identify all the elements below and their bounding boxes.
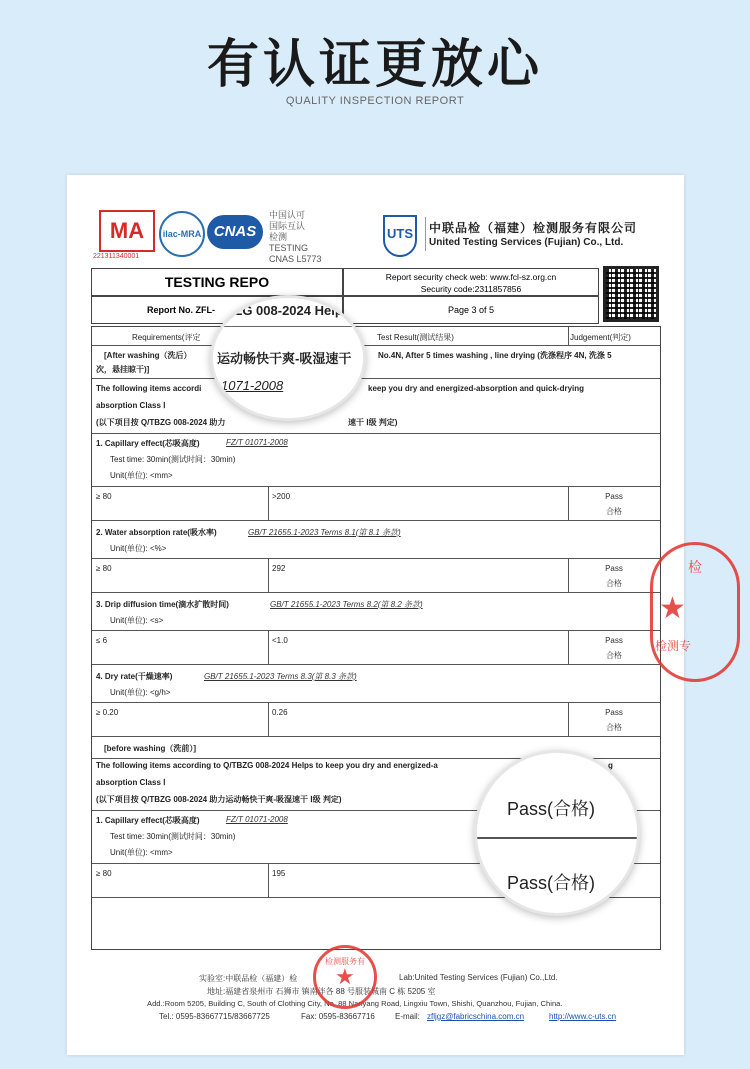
s3-title: 3. Drip diffusion time(滴水扩散时间) — [96, 600, 229, 609]
s1-result: >200 — [272, 492, 291, 501]
following-items-2: The following items according to Q/TBZG 008-2024 Helps to keep you dry and energized-a — [96, 761, 438, 770]
report-number: Report No. ZFL- — [91, 296, 343, 324]
s2-standard: GB/T 21655.1-2023 Terms 8.1(第 8.1 条款) — [248, 528, 401, 537]
before-washing-label: [before washing（洗前）] — [104, 744, 197, 753]
hero-title: 有认证更放心 — [206, 35, 543, 95]
following-items-1: The following items accordi — [96, 384, 202, 393]
magnifier-report-no — [210, 295, 366, 421]
uts-logo: UTS — [383, 215, 417, 257]
security-check-box — [343, 268, 599, 296]
after-washing-tail: No.4N, After 5 times washing , line drying (洗涤程序 4N, 洗涤 5 — [378, 351, 612, 360]
report-document — [67, 175, 684, 1055]
cnas-logo: CNAS — [207, 215, 263, 249]
footer-email-link[interactable]: zfljgz@fabricschina.com.cn — [427, 1012, 525, 1021]
s1-unit: Unit(单位): <mm> — [110, 471, 173, 480]
b1-requirement: ≥ 80 — [96, 869, 112, 878]
ma-number: 221311340001 — [93, 253, 140, 260]
s1-requirement: ≥ 80 — [96, 492, 112, 501]
magnified-pass-1: Pass(合格) — [507, 799, 596, 819]
magnified-pass-2: Pass(合格) — [507, 873, 596, 893]
col-requirements: Requirements(评定 — [132, 333, 201, 342]
s1-time: Test time: 30min(测试时间：30min) — [110, 455, 236, 464]
ilac-logo: ilac-MRA — [159, 211, 205, 257]
footer-address-en: Add.:Room 5205, Building C, South of Clothing City, No. 88 Nanyang Road, Lingxiu Town, Shishi, Quanzhou, Fujian, China. — [147, 999, 563, 1008]
b1-standard: FZ/T 01071-2008 — [226, 815, 288, 824]
footer-web-link[interactable]: http://www.c-uts.cn — [549, 1012, 617, 1021]
s2-title: 2. Water absorption rate(吸水率) — [96, 528, 217, 537]
footer-fax: Fax: 0595-83667716 — [301, 1012, 375, 1021]
after-washing-label: [After washing（洗后） — [104, 351, 192, 360]
footer-lab-en: Lab:United Testing Services (Fujian) Co.,Ltd. — [399, 973, 558, 982]
s2-requirement: ≥ 80 — [96, 564, 112, 573]
s4-standard: GB/T 21655.1-2023 Terms 8.3(第 8.3 条款) — [204, 672, 357, 681]
after-washing-line2: 次，悬挂晾干)] — [96, 365, 150, 374]
magnified-report-no: BZG 008-2024 Helps — [225, 303, 351, 318]
b1-unit: Unit(单位): <mm> — [110, 848, 173, 857]
company-name-en: United Testing Services (Fujian) Co., Ltd. — [429, 237, 624, 248]
s3-result: <1.0 — [272, 636, 288, 645]
absorption-class-2: absorption Class Ⅰ — [96, 778, 166, 787]
s4-title: 4. Dry rate(干燥速率) — [96, 672, 173, 681]
b1-result: 195 — [272, 869, 286, 878]
following-items-2-tail: g — [608, 761, 613, 770]
report-title: TESTING REPO — [91, 268, 343, 296]
s4-result: 0.26 — [272, 708, 288, 717]
s2-result: 292 — [272, 564, 286, 573]
col-result: Test Result(测试结果) — [377, 333, 454, 342]
cnas-accreditation-text: 中国认可 国际互认 检测 TESTING CNAS L5773 — [269, 210, 322, 264]
s4-judgement: Pass 合格 — [605, 708, 623, 732]
absorption-class: absorption Class Ⅰ — [96, 401, 166, 410]
bottom-seal: 检测服务有 ★ — [313, 945, 377, 1009]
col-judgement: Judgement(判定) — [570, 333, 631, 342]
seal-star-icon: ★ — [335, 964, 355, 989]
s3-requirement: ≤ 6 — [96, 636, 108, 645]
magnifier-pass — [474, 750, 640, 916]
footer-address-cn: 地址:福建省泉州市 石狮市 镇南泮各 88 号服装城南 C 栋 5205 室 — [207, 987, 436, 996]
cn-items-1: (以下项目按 Q/TBZG 008-2024 助力 — [96, 418, 226, 427]
s1-title: 1. Capillary effect(芯吸高度) — [96, 439, 200, 448]
page-indicator: Page 3 of 5 — [343, 296, 599, 324]
s4-unit: Unit(单位): <g/h> — [110, 688, 171, 697]
hero-subtitle: QUALITY INSPECTION REPORT — [285, 95, 465, 107]
b1-title: 1. Capillary effect(芯吸高度) — [96, 816, 200, 825]
check-web: Report security check web: www.fcl-sz.org.cn — [385, 272, 557, 282]
cn-items-2: (以下项目按 Q/TBZG 008-2024 助力运动畅快干爽-吸湿速干 Ⅰ级 判定) — [96, 795, 342, 804]
logo-divider — [425, 217, 426, 251]
magnified-product-name: 运动畅快干爽-吸湿速干 — [217, 351, 352, 366]
s1-standard: FZ/T 01071-2008 — [226, 438, 288, 447]
following-items-1-tail: keep you dry and energized-absorption and quick-drying — [368, 384, 585, 393]
magnified-standard: 1071-2008 — [221, 378, 284, 393]
s2-judgement: Pass 合格 — [605, 564, 623, 588]
footer-tel: Tel.: 0595-83667715/83667725 — [159, 1012, 270, 1021]
s3-judgement: Pass 合格 — [605, 636, 623, 660]
qr-code[interactable] — [603, 266, 659, 322]
s3-standard: GB/T 21655.1-2023 Terms 8.2(第 8.2 条款) — [270, 600, 423, 609]
s2-unit: Unit(单位): <%> — [110, 544, 167, 553]
security-code: Security code:2311857856 — [420, 284, 522, 294]
right-seal: 检 ★ 检测专 — [650, 542, 740, 682]
s1-judgement: Pass 合格 — [605, 492, 623, 516]
ma-logo: MA — [99, 210, 155, 252]
s3-unit: Unit(单位): <s> — [110, 616, 164, 625]
footer-email-label: E-mail: — [395, 1012, 420, 1021]
company-name-cn: 中联品检（福建）检测服务有限公司 — [429, 221, 638, 235]
b1-time: Test time: 30min(测试时间：30min) — [110, 832, 236, 841]
cn-items-1-tail: 速干 Ⅰ级 判定) — [348, 418, 398, 427]
footer-lab-cn: 实验室:中联品检（福建）检 — [199, 974, 298, 983]
s4-requirement: ≥ 0.20 — [96, 708, 119, 717]
right-seal-star-icon: ★ — [659, 592, 686, 625]
